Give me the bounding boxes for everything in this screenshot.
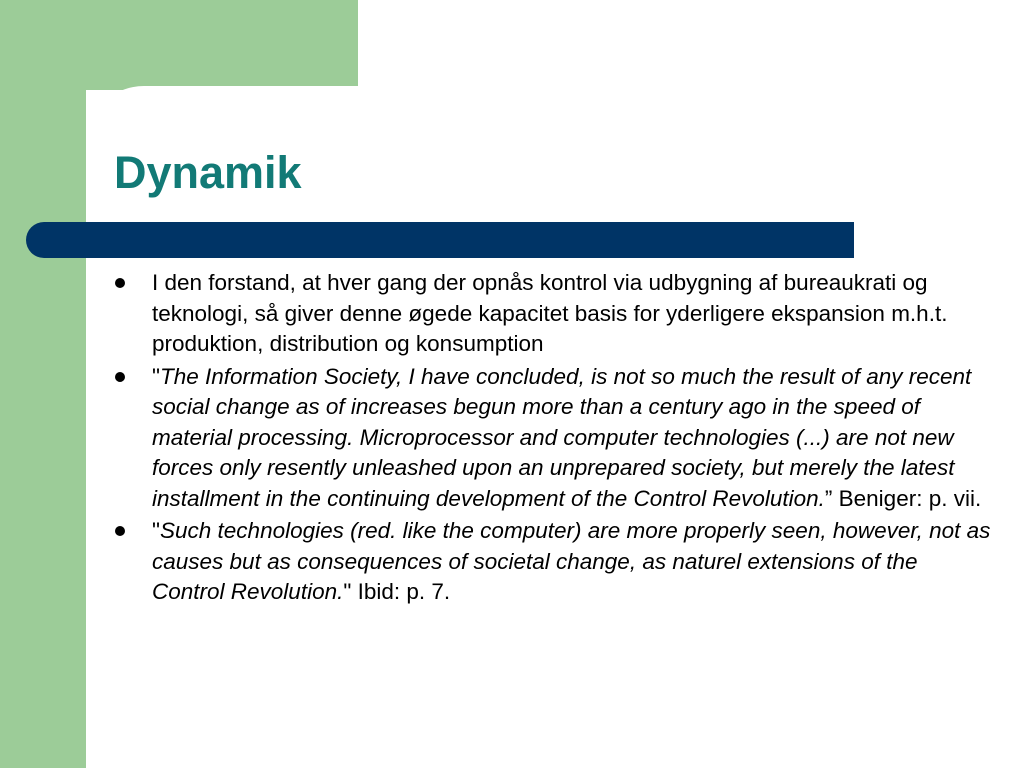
bullet-text xyxy=(152,362,995,515)
bullet-icon xyxy=(115,526,125,536)
bullet-item xyxy=(115,362,995,515)
green-accent-left xyxy=(0,0,86,768)
quote-source: ” Beniger: p. vii. xyxy=(824,485,982,511)
bullet-icon xyxy=(115,372,125,382)
title-divider-bar xyxy=(26,222,854,258)
quote-text: Such technologies (red. like the computer) are more properly seen, however, not as causes but as consequences of societal change, as naturel extensions of the Control Revolution. xyxy=(152,518,991,604)
quote-text: The Information Society, I have concluded, is not so much the result of any recent social change as of increases begun more than a century ago in the speed of material processing. Microprocessor and computer technologies (...) are not new forces only resently unleashed upon an unprepared society, but merely the latest installment in the continuing development of the Control Revolution. xyxy=(152,363,972,511)
opening-quote: " xyxy=(152,363,160,389)
bullet-item xyxy=(115,516,995,608)
quote-source: " Ibid: p. 7. xyxy=(343,579,451,604)
bullet-text: I den forstand, at hver gang der opnås kontrol via udbygning af bureaukrati og teknologi, så giver denne øgede kapacitet basis for yderligere ekspansion m.h.t. produktion, distribution og konsumption xyxy=(152,270,948,356)
bullet-text xyxy=(152,516,995,608)
opening-quote: " xyxy=(152,518,160,543)
bullet-icon xyxy=(115,278,125,288)
bullet-item xyxy=(115,268,995,360)
slide-title: Dynamik xyxy=(114,147,302,198)
bullet-list xyxy=(115,268,995,610)
